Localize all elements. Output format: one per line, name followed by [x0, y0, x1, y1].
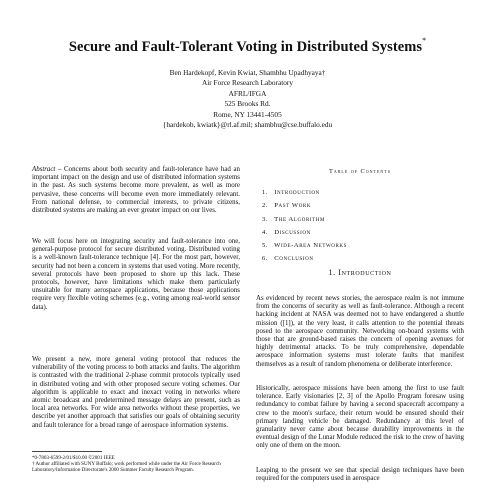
- left-paragraph-3-text: We present a new, more general voting protocol that reduces the vulnerability of the voting process to both attacks and faults. The algorithm is contrasted with the traditional 2-phase commit protocols typically used in distributed voting and with other proposed secure voting schemes. Our algorithm is applicable to exact and inexact voting in networks where atomic broadcast and predetermined message delays are present, such as local area networks. For wide area networks without these properties, we describe yet another approach that satisfies our goals of obtaining security and fault tolerance for a broad range of aerospace information systems.: [32, 356, 240, 429]
- abstract-label: Abstract: [32, 166, 56, 173]
- footnote-affiliation: † Author affiliated with SUNY Buffalo; work performed while under the Air Force Research Laboratory/Information Directorate's 2000 Summer Faculty Research Program.: [32, 461, 221, 474]
- section-heading-introduction: 1. Introduction: [328, 268, 392, 277]
- abstract-text: – Concerns about both security and fault-tolerance have had an important impact on the design and use of distributed information systems in the past. As such systems become more prevalent, as well as more pervasive, these concerns will become even more immediately relevant. From national defense, to commercial interests, to private citizens, distributed systems are making an ever greater impact on our lives.: [32, 166, 240, 215]
- toc-item-discussion: 4. Discussion: [262, 228, 311, 236]
- affiliation-org: Air Force Research Laboratory: [202, 78, 293, 88]
- footnote-divider: [32, 451, 102, 452]
- table-of-contents: [262, 186, 452, 266]
- intro-paragraph-2-text: Historically, aerospace missions have been among the first to use fault tolerance. Early visionaries [2, 3] of the Apollo Program foresaw using redundancy to combat failure by having a second spacecraft accompany a crew to the moon's surface, their return would be ensured should their primary landing vehicle be damaged. Redundancy at this level of granularity never came about because durability improvements in the eventual design of the Lunar Module reduced the risk to the crew of having only one of them on the moon.: [256, 385, 464, 450]
- author-block: [0, 68, 495, 130]
- left-paragraph-3: [32, 356, 240, 430]
- intro-paragraph-3: [256, 467, 464, 483]
- left-paragraph-2: [32, 238, 240, 312]
- intro-paragraph-1-text: As evidenced by recent news stories, the aerospace realm is not immune from the concerns of security as well as fault-tolerance. Although a recent hacking incident at NASA was deemed not to have endangered a shuttle mission ([1]), at the very least, it calls attention to the potential threats posed to the aerospace community. Networking on-board systems with those that are ground-based raises the concern of opening avenues for highly detrimental attacks. To be truly comprehensive, dependable aerospace information systems must tolerate faults that manifest themselves as a result of random phenomena or deliberate interference.: [256, 295, 464, 368]
- affiliation-street: 525 Brooks Rd.: [224, 99, 271, 109]
- toc-item-wide-area-networks: 5. Wide-Area Networks: [262, 242, 348, 250]
- intro-paragraph-3-text: Leaping to the present we see that special design techniques have been required for the computers used in aerospace: [256, 467, 464, 483]
- toc-item-past-work: 2. Past Work: [262, 202, 312, 210]
- footnotes: [32, 455, 240, 473]
- toc-title: Table of Contents: [329, 168, 391, 175]
- abstract: [32, 166, 240, 215]
- author-names: Ben Hardekopf, Kevin Kwiat, Shambhu Upadhyaya†: [169, 68, 326, 77]
- author-emails: {hardekob, kwiatk}@rl.af.mil; shambhu@cse.buffalo.edu: [162, 120, 333, 130]
- left-paragraph-2-text: We will focus here on integrating security and fault-tolerance into one, general-purpose protocol for secure distributed voting. Distributed voting is a well-known fault-tolerance technique [4]. For the most part, however, security had not been a concern in systems that used voting. More recently, several protocols have been proposed to shore up this lack. These protocols, however, have limitations which make them particularly unsuitable for many aerospace applications, because those applications require very flexible voting schemes (e.g., voting among real-world sensor data).: [32, 238, 240, 311]
- toc-item-algorithm: 3. The Algorithm: [262, 215, 326, 223]
- paper-title: [0, 38, 495, 56]
- toc-item-conclusion: 6. Conclusion: [262, 255, 314, 263]
- affiliation-city: Rome, NY 13441-4505: [213, 109, 282, 119]
- intro-paragraph-1: [256, 295, 464, 369]
- toc-item-introduction: 1. Introduction: [262, 189, 320, 196]
- affiliation-dept: AFRL/IFGA: [228, 88, 267, 98]
- title-footnote-mark: *: [422, 36, 427, 45]
- footnote-copyright: *0-7803-6599-2/01/$10.00 ©2001 IEEE: [32, 455, 115, 461]
- title-text: Secure and Fault-Tolerant Voting in Distributed Systems: [68, 38, 423, 55]
- intro-paragraph-2: [256, 385, 464, 451]
